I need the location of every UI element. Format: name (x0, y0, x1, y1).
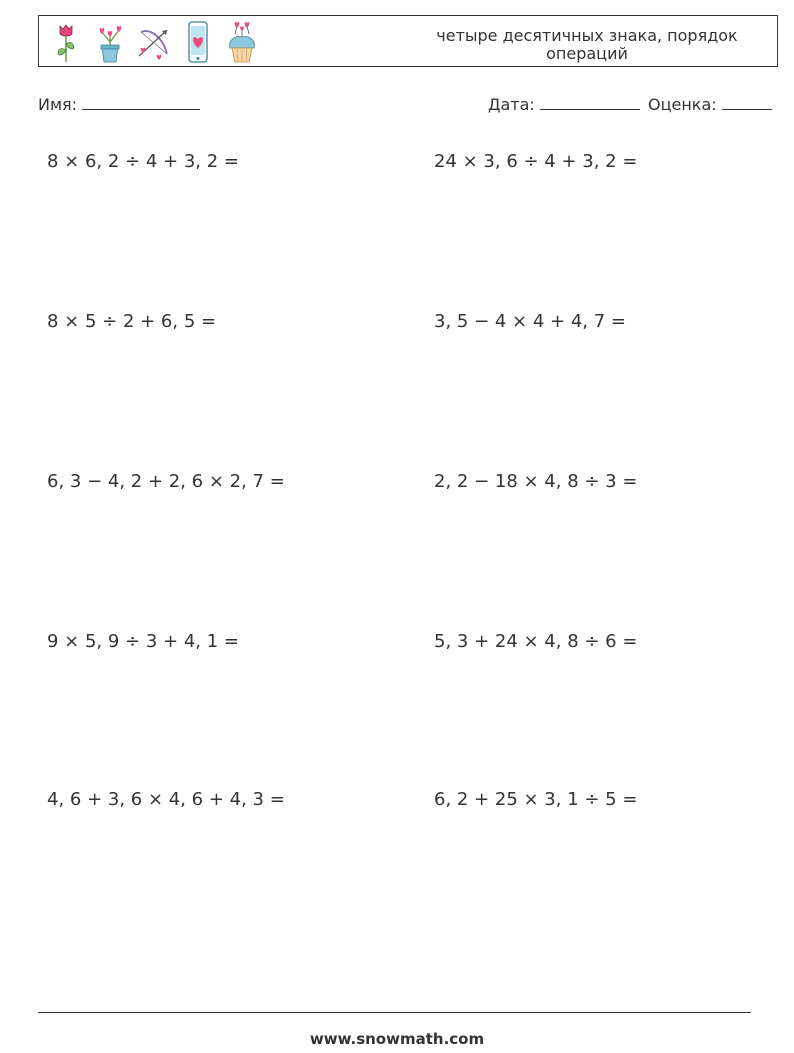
footer-divider (38, 1012, 751, 1013)
name-field (38, 95, 200, 114)
name-line (82, 95, 200, 110)
problem-4: 3, 5 − 4 × 4 + 4, 7 = (434, 311, 626, 332)
rose-icon (49, 20, 83, 64)
problem-9: 4, 6 + 3, 6 × 4, 6 + 4, 3 = (47, 789, 285, 810)
name-label: Имя: (38, 95, 78, 114)
date-label: Дата: (488, 95, 535, 114)
problem-3: 8 × 5 ÷ 2 + 6, 5 = (47, 311, 217, 332)
grade-field (648, 95, 772, 114)
cupcake-hearts-icon (225, 20, 259, 64)
problem-1: 8 × 6, 2 ÷ 4 + 3, 2 = (47, 151, 239, 172)
date-field (488, 95, 640, 114)
grade-label: Оценка: (648, 95, 717, 114)
problem-6: 2, 2 − 18 × 4, 8 ÷ 3 = (434, 471, 638, 492)
bow-and-arrow-icon (137, 20, 171, 64)
footer-site: www.snowmath.com (309, 1030, 485, 1048)
worksheet-header (38, 15, 778, 67)
problem-2: 24 × 3, 6 ÷ 4 + 3, 2 = (434, 151, 638, 172)
problem-8: 5, 3 + 24 × 4, 8 ÷ 6 = (434, 631, 638, 652)
date-line (540, 95, 640, 110)
worksheet-title: четыре десятичных знака, порядок операций (436, 26, 738, 63)
grade-line (722, 95, 772, 110)
header-icons (49, 20, 259, 64)
heart-flower-pot-icon (93, 20, 127, 64)
problem-10: 6, 2 + 25 × 3, 1 ÷ 5 = (434, 789, 638, 810)
problem-5: 6, 3 − 4, 2 + 2, 6 × 2, 7 = (47, 471, 285, 492)
problem-7: 9 × 5, 9 ÷ 3 + 4, 1 = (47, 631, 239, 652)
phone-heart-icon (181, 20, 215, 64)
